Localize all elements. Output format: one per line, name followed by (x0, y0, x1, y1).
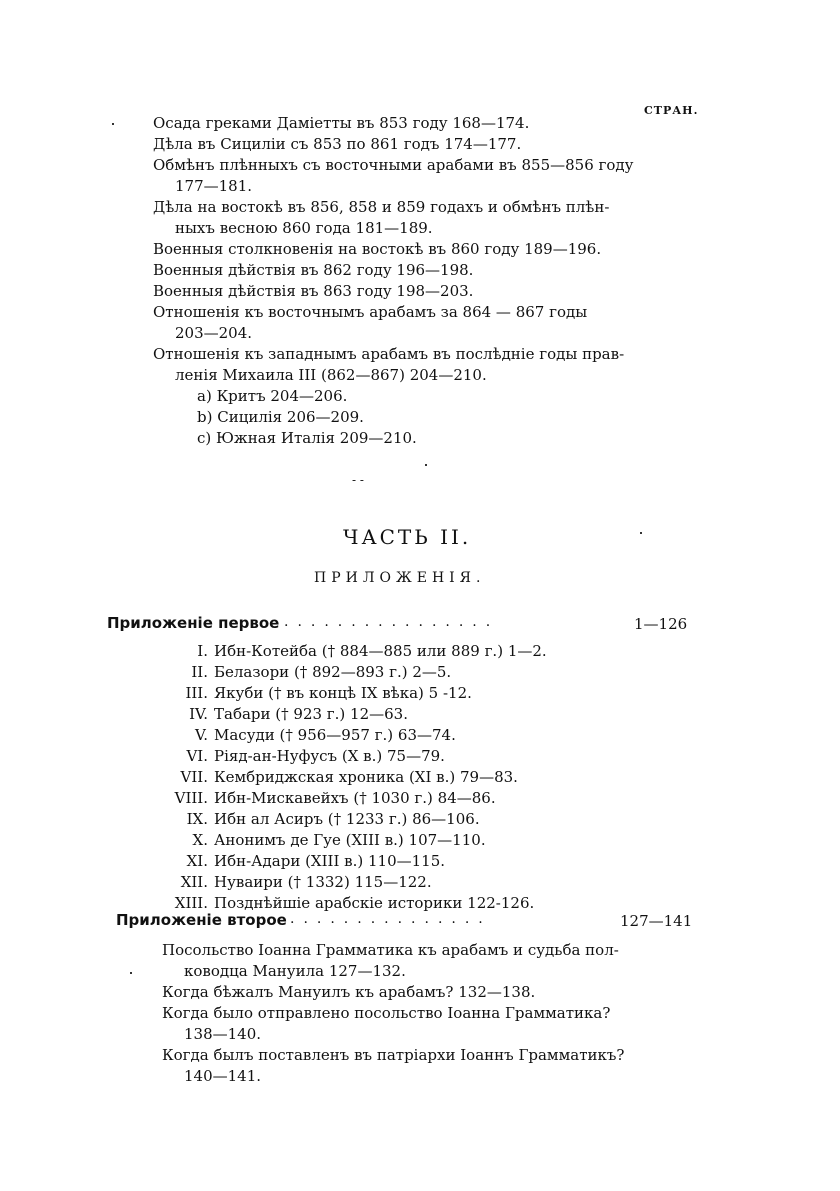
toc-part-one (153, 113, 633, 449)
toc-line (153, 365, 633, 386)
toc-entry-text: Ибн ал Асиръ († 1233 г.) 86—106. (214, 810, 480, 828)
toc-entry-text: ныхъ весною 860 года 181—189. (175, 219, 433, 237)
toc-line (172, 809, 547, 830)
appendix-two-leader-dots: ............... (290, 911, 492, 927)
toc-entry-text: Дѣла на востокѣ въ 856, 858 и 859 годахъ и обмѣнъ плѣн- (153, 198, 610, 216)
toc-entry-text: c) Южная Италія 209—210. (197, 429, 417, 447)
toc-entry-text: Ибн-Мискавейхъ († 1030 г.) 84—86. (214, 789, 496, 807)
toc-entry-text: Обмѣнъ плѣнныхъ съ восточными арабами въ 855—856 году (153, 156, 634, 174)
toc-entry-text: 203—204. (175, 324, 253, 342)
toc-line (172, 767, 547, 788)
toc-entry-text: Анонимъ де Гуе (XIII в.) 107—110. (214, 831, 486, 849)
toc-entry-text: Посольство Іоанна Грамматика къ арабамъ и судьба пол- (162, 941, 619, 959)
toc-entry-text: ководца Мануила 127—132. (184, 962, 406, 980)
appendix-two-list (162, 940, 624, 1087)
toc-entry-text: ленія Михаила III (862—867) 204—210. (175, 366, 487, 384)
toc-line (153, 113, 633, 134)
appendix-one-leader-dots: ................ (284, 614, 500, 630)
print-speck (130, 972, 132, 974)
toc-line (153, 239, 633, 260)
toc-line (153, 134, 633, 155)
toc-line (153, 197, 633, 218)
toc-entry-text: 138—140. (184, 1025, 262, 1043)
appendix-one-title: Приложеніе первое (107, 614, 280, 632)
toc-entry-text: Табари († 923 г.) 12—63. (214, 705, 408, 723)
toc-entry-text: a) Критъ 204—206. (197, 387, 348, 405)
toc-line (162, 1045, 624, 1066)
toc-line (162, 961, 624, 982)
toc-entry-text: 177—181. (175, 177, 253, 195)
toc-line (172, 830, 547, 851)
toc-entry-text: Ибн-Адари (XIII в.) 110—115. (214, 852, 446, 870)
toc-line (172, 725, 547, 746)
toc-entry-text: Когда бѣжалъ Мануилъ къ арабамъ? 132—138. (162, 983, 536, 1001)
toc-entry-text: Дѣла въ Сициліи съ 853 по 861 годъ 174—177. (153, 135, 522, 153)
toc-line (172, 683, 547, 704)
toc-line (162, 1066, 624, 1087)
toc-line (153, 281, 633, 302)
toc-entry-text: Военныя дѣйствія въ 862 году 196—198. (153, 261, 474, 279)
toc-entry-text: Военныя столкновенія на востокѣ въ 860 году 189—196. (153, 240, 602, 258)
toc-line (153, 323, 633, 344)
toc-entry-text: Якуби († въ концѣ IX вѣка) 5 -12. (214, 684, 472, 702)
toc-entry-text: Отношенія къ восточнымъ арабамъ за 864 — 867 годы (153, 303, 588, 321)
toc-line (153, 428, 633, 449)
roman-numeral: XI. (186, 852, 208, 870)
roman-numeral: V. (195, 726, 208, 744)
toc-line (153, 302, 633, 323)
toc-entry-text: Кембриджская хроника (XI в.) 79—83. (214, 768, 518, 786)
print-speck (425, 464, 427, 466)
print-speck (640, 532, 642, 534)
toc-line (153, 407, 633, 428)
roman-numeral: XII. (180, 873, 208, 891)
toc-line (172, 641, 547, 662)
appendix-one-pages: 1—126 (634, 615, 688, 633)
toc-line (153, 218, 633, 239)
roman-numeral: IX. (186, 810, 208, 828)
toc-entry-text: 140—141. (184, 1067, 262, 1085)
toc-entry-text: b) Сицилія 206—209. (197, 408, 364, 426)
toc-line (162, 982, 624, 1003)
toc-entry-text: Военныя дѣйствія въ 863 году 198—203. (153, 282, 474, 300)
toc-line (162, 1024, 624, 1045)
appendices-heading: ПРИЛОЖЕНІЯ. (314, 570, 486, 586)
roman-numeral: XIII. (174, 894, 208, 912)
toc-line (172, 788, 547, 809)
part-heading: ЧАСТЬ II. (343, 525, 472, 549)
roman-numeral: II. (191, 663, 208, 681)
appendix-two-pages: 127—141 (620, 912, 693, 930)
toc-entry-text: Ибн-Котейба († 884—885 или 889 г.) 1—2. (214, 642, 547, 660)
toc-line (172, 746, 547, 767)
toc-line (172, 704, 547, 725)
toc-entry-text: Масуди († 956—957 г.) 63—74. (214, 726, 456, 744)
appendix-one-list (172, 641, 547, 914)
toc-line (153, 155, 633, 176)
roman-numeral: VIII. (174, 789, 208, 807)
toc-line (153, 260, 633, 281)
toc-entry-text: Ріяд-ан-Нуфусъ (X в.) 75—79. (214, 747, 445, 765)
roman-numeral: VI. (186, 747, 208, 765)
roman-numeral: I. (197, 642, 208, 660)
separator-dashes: - - (352, 473, 364, 487)
toc-line (172, 851, 547, 872)
toc-line (172, 872, 547, 893)
toc-line (162, 940, 624, 961)
appendix-two-title: Приложеніе второе (116, 911, 287, 929)
page-column-label: СТРАН. (644, 104, 699, 117)
toc-entry-text: Нуваири († 1332) 115—122. (214, 873, 432, 891)
toc-entry-text: Когда было отправлено посольство Іоанна Грамматика? (162, 1004, 611, 1022)
toc-line (153, 344, 633, 365)
toc-line (153, 176, 633, 197)
toc-line (162, 1003, 624, 1024)
toc-line (153, 386, 633, 407)
roman-numeral: X. (192, 831, 208, 849)
roman-numeral: IV. (189, 705, 208, 723)
toc-entry-text: Осада греками Даміетты въ 853 году 168—174. (153, 114, 530, 132)
print-speck (112, 123, 114, 125)
toc-entry-text: Отношенія къ западнымъ арабамъ въ послѣдніе годы прав- (153, 345, 625, 363)
toc-entry-text: Белазори († 892—893 г.) 2—5. (214, 663, 452, 681)
toc-entry-text: Позднѣйшіе арабскіе историки 122-126. (214, 894, 535, 912)
roman-numeral: III. (185, 684, 208, 702)
roman-numeral: VII. (180, 768, 208, 786)
toc-line (172, 662, 547, 683)
toc-entry-text: Когда былъ поставленъ въ патріархи Іоаннъ Грамматикъ? (162, 1046, 625, 1064)
